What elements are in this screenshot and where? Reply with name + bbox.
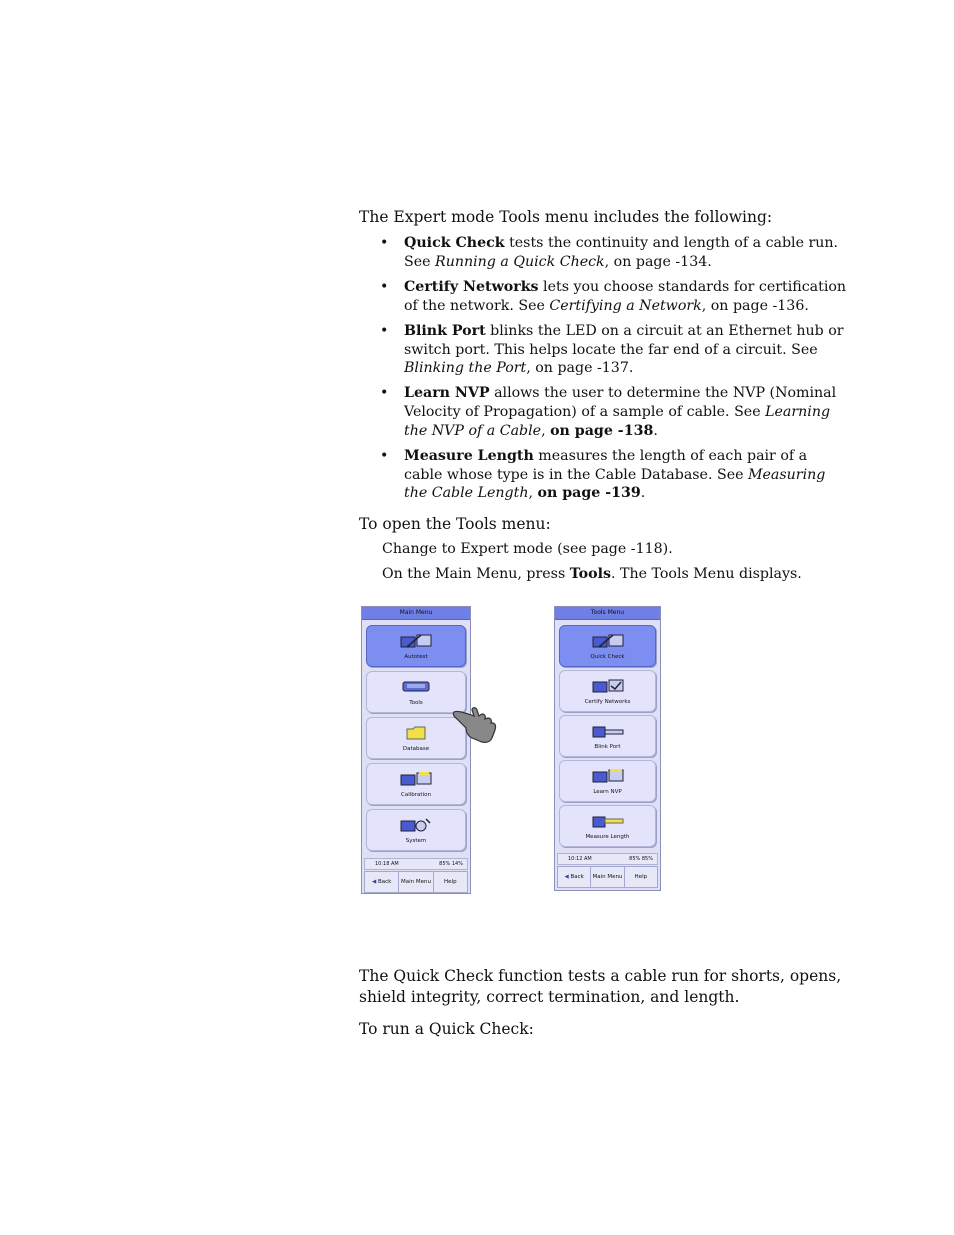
system-icon bbox=[399, 817, 433, 833]
measure-length-button[interactable]: Measure Length bbox=[559, 805, 656, 847]
step-2: On the Main Menu, press Tools. The Tools Menu displays. bbox=[382, 566, 802, 582]
main-menu-button[interactable]: Main Menu bbox=[591, 867, 624, 887]
bullet-measure-length: • Measure Length measures the length of each pair of a cable whose type is in the Cable Database. See Measuring the Cable Length, on page -139. bbox=[380, 448, 826, 502]
tools-menu-title: Tools Menu bbox=[555, 607, 660, 620]
back-button[interactable]: ◀ Back bbox=[558, 867, 591, 887]
tools-menu-nav-bar bbox=[557, 866, 658, 888]
certify-networks-button[interactable]: Certify Networks bbox=[559, 670, 656, 712]
calibration-icon bbox=[399, 771, 433, 787]
blink-port-icon bbox=[591, 723, 625, 739]
back-button[interactable]: ◀ Back bbox=[365, 872, 399, 892]
intro-text: The Expert mode Tools menu includes the following: bbox=[359, 208, 773, 226]
main-menu-nav-bar bbox=[364, 871, 468, 893]
learn-nvp-icon bbox=[591, 768, 625, 784]
tools-icon bbox=[401, 679, 431, 693]
blink-port-button[interactable]: Blink Port bbox=[559, 715, 656, 757]
bullet-learn-nvp: • Learn NVP allows the user to determine the NVP (Nominal Velocity of Propagation) of a sample of cable. See Learning the NVP of a Cable, on page -138. bbox=[380, 385, 837, 439]
clock-text: 10:12 AM bbox=[568, 856, 592, 862]
back-arrow-icon: ◀ bbox=[371, 879, 378, 885]
quick-check-icon bbox=[591, 633, 625, 649]
help-button[interactable]: Help bbox=[444, 879, 457, 885]
battery-readout: 85% 85% bbox=[629, 856, 653, 862]
learn-nvp-button[interactable]: Learn NVP bbox=[559, 760, 656, 802]
calibration-button[interactable]: Calibration bbox=[366, 763, 466, 805]
run-quick-check-heading: To run a Quick Check: bbox=[359, 1020, 534, 1038]
step-1: Change to Expert mode (see page -118). bbox=[382, 541, 673, 557]
quick-check-description: The Quick Check function tests a cable run for shorts, opens, shield integrity, correct termination, and length. bbox=[359, 967, 842, 1006]
main-menu-title: Main Menu bbox=[362, 607, 470, 620]
bullet-blink-port: • Blink Port blinks the LED on a circuit at an Ethernet hub or switch port. This helps locate the far end of a circuit. See Blinking the Port, on page -137. bbox=[380, 322, 844, 377]
quick-check-button[interactable]: Quick Check bbox=[559, 625, 656, 667]
tools-bullet-list bbox=[380, 234, 850, 510]
clock-text: 10:18 AM bbox=[375, 861, 399, 867]
tools-button[interactable]: Tools bbox=[366, 671, 466, 713]
tools-menu-status-bar bbox=[557, 853, 658, 865]
pointing-hand-icon bbox=[452, 702, 498, 744]
autotest-icon bbox=[399, 633, 433, 649]
database-button[interactable]: Database bbox=[366, 717, 466, 759]
help-button[interactable]: Help bbox=[634, 874, 648, 880]
system-button[interactable]: System bbox=[366, 809, 466, 851]
tools-menu-screen bbox=[554, 606, 661, 891]
certify-networks-icon bbox=[591, 678, 625, 694]
folder-icon bbox=[405, 725, 427, 741]
battery-readout: 85% 14% bbox=[439, 861, 463, 867]
back-arrow-icon: ◀ bbox=[564, 874, 571, 880]
bullet-quick-check: • Quick Check tests the continuity and length of a cable run. See Running a Quick Check, on page -134. bbox=[380, 235, 839, 270]
main-menu-status-bar bbox=[364, 858, 468, 870]
measure-length-icon bbox=[591, 813, 625, 829]
open-tools-heading: To open the Tools menu: bbox=[359, 515, 551, 533]
autotest-button[interactable]: Autotest bbox=[366, 625, 466, 667]
main-menu-screen bbox=[361, 606, 471, 894]
main-menu-button[interactable]: Main Menu bbox=[399, 872, 433, 892]
bullet-certify-networks: • Certify Networks lets you choose standards for certification of the network. See Certifying a Network, on page -136. bbox=[380, 278, 847, 314]
